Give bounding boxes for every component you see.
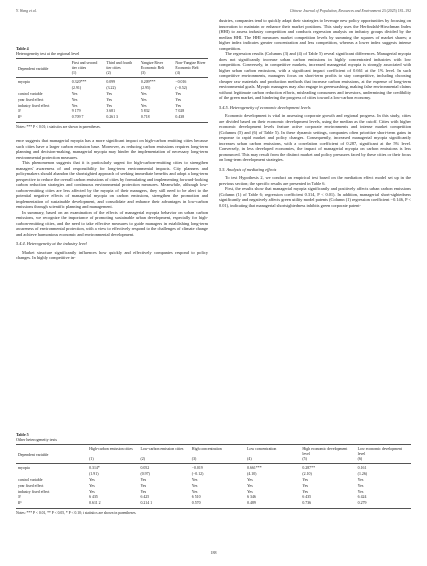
table-4-title: Heterogeneity test at the regional level bbox=[16, 51, 80, 56]
table-cell: Yes bbox=[71, 103, 78, 108]
table-cell: Yes bbox=[247, 478, 253, 483]
table-5-header-col: High concentration bbox=[190, 445, 245, 457]
row-label: R² bbox=[16, 115, 70, 123]
table-cell: Yes bbox=[191, 483, 198, 488]
table-4-col-number: (4) bbox=[173, 71, 208, 78]
table-cell: Yes bbox=[106, 92, 112, 97]
table-cell: 0.279 bbox=[356, 501, 411, 509]
body-paragraph: Economic development is vital in assessing corporate growth and regional progress. In this study, cities are divided based on their economic development levels, using the median as the cutoff. Cities with higher economic development levels feature active corporate environments and intense market competition (Columns (5) and (6) of Table 5). In these dynamic settings, companies often prioritize short-term gains in response to rapid market and policy changes. Consequently, increased managerial myopia significantly increases urban carbon emissions, with a correlation coefficient of 0.287, significant at the 5% level. Conversely, in less developed economies, the impact of managerial myopia on carbon emissions is less pronounced. This may result from the distinct market and policy pressures faced by these cities or their focus on long-term development strategies. bbox=[219, 113, 411, 162]
table-cell: Yes bbox=[140, 97, 147, 102]
table-4-header-dependent: Dependent variable bbox=[16, 59, 70, 78]
table-5-col-number: (4) bbox=[245, 457, 300, 464]
row-label: year fixed effect bbox=[18, 483, 44, 488]
table-cell: Yes bbox=[140, 92, 147, 97]
table-cell: (−0.52) bbox=[175, 86, 188, 91]
table-5-col-number: (1) bbox=[87, 457, 138, 464]
table-cell: 0.736 bbox=[300, 501, 355, 509]
table-5-header-col: Low economic development level bbox=[356, 445, 411, 457]
table-cell: 7 028 bbox=[175, 109, 185, 114]
table-row bbox=[16, 115, 208, 123]
table-cell: Yes bbox=[175, 97, 182, 102]
table-cell: (−0.12) bbox=[191, 472, 204, 477]
table-4-header-col: Non-Yangtze River Economic Belt bbox=[173, 59, 208, 71]
table-cell: Yes bbox=[247, 483, 253, 488]
table-cell: Yes bbox=[175, 92, 182, 97]
table-cell: 0.489 bbox=[245, 501, 300, 509]
body-paragraph: First, the results show that managerial myopia significantly and positively affects urban carbon emissions (Column (1) of Table 6; regression coefficient 0.314, P < 0.01). In addition, managerial short-sightedness significantly and negatively affects green utility model patents (Column (1) regression coefficient −0.146, P < 0.01), indicating that managerial shortsightedness inhibits green corporate patent- bbox=[219, 186, 411, 208]
journal-name: Chinese Journal of Population, Resources and Environment bbox=[289, 9, 381, 13]
table-cell: (4.10) bbox=[247, 472, 257, 477]
body-paragraph: The regression results (Columns (3) and (4) of Table 5) reveal significant differences. Managerial myopia does not significantly increase urban carbon emissions in highly concentrated industries with low competition. Conversely, in competitive markets, increased managerial myopia is strongly associated with higher urban carbon emissions, with a significant impact coefficient of 0.661 at the 1% level. In such competitive environments, managers focus on short-term profits to stay competitive, including choosing cheaper raw materials and production methods that increase carbon emissions, at the expense of long-term environmental goals. Myopic managers may also engage in greenwashing, making false environmental claims without legitimate carbon reduction efforts, misleading consumers and investors, undermining the credibility of the green market, and hindering the progress of cities toward a low-carbon economy. bbox=[219, 51, 411, 100]
table-cell: 9 179 bbox=[71, 109, 81, 114]
table-cell: Yes bbox=[302, 478, 309, 483]
body-paragraph: dustries, companies tend to quickly adapt their strategies to leverage new policy opportunities by focusing on innovation to maintain or enhance their market positions. This study uses the Herfindahl-Hirschman Index (HHI) to assess industry competition and conducts regression analysis on industry groups divided by the median HHI. The HHI measures market competition levels by summing the squares of market shares; a higher index indicates greater concentration and less competition, whereas a lower index suggests intense competition. bbox=[219, 18, 411, 51]
table-cell: Yes bbox=[89, 489, 95, 494]
table-cell: Yes bbox=[357, 483, 364, 488]
table-5 bbox=[16, 432, 411, 515]
table-cell: 6 346 bbox=[247, 495, 256, 500]
body-paragraph: To test Hypothesis 2, we conduct an empirical test based on the mediation effect model set up in the previous section; the specific results are presented in Table 6. bbox=[219, 175, 411, 186]
table-cell: 0.661*** bbox=[247, 466, 262, 471]
table-cell: 6 510 bbox=[191, 495, 201, 500]
table-5-header-dependent: Dependent variable bbox=[16, 445, 87, 464]
table-5-grid bbox=[16, 444, 411, 509]
table-cell: Yes bbox=[357, 489, 364, 494]
table-4-note: Notes: *** P < 0.01; t statistics are shown in parentheses. bbox=[16, 124, 101, 129]
table-cell: Yes bbox=[140, 478, 147, 483]
table-row bbox=[16, 78, 208, 86]
table-cell: Yes bbox=[140, 103, 147, 108]
row-label: industry fixed effect bbox=[18, 489, 50, 494]
table-cell: 0.052 bbox=[140, 466, 150, 471]
table-cell: Yes bbox=[71, 97, 78, 102]
table-cell: 0.320*** bbox=[71, 80, 87, 85]
table-cell: 6 435 bbox=[89, 495, 98, 500]
table-cell: Yes bbox=[106, 97, 112, 102]
body-paragraph: This phenomenon suggests that it is particularly urgent for high-carbon-emitting cities to strengthen managers' awareness of and responsibility for long-term environmental impacts. City planners and policymakers should abandon the shortsighted approach of seeking immediate benefits and adopt a long-term perspective to reduce the overall carbon emissions of cities by formulating and implementing forward-looking carbon reduction strategies and continuous environmental protection measures. Meanwhile, although low-carbon-emitting cities are less affected by the myopia of their managers, they still need to be alert to the potential negative effects of managerial myopia on carbon emissions, strengthen the promotion and implementation of sustainable development, and consolidate and enhance their advantages in low-carbon emissions through scientific planning and management. bbox=[16, 160, 208, 209]
table-4-col-number: (2) bbox=[104, 71, 139, 78]
table-cell: 6 435 bbox=[302, 495, 312, 500]
table-5-header-col: Low-carbon emission cities bbox=[138, 445, 189, 457]
row-label: control variable bbox=[18, 92, 43, 97]
table-cell: (2.10) bbox=[302, 472, 312, 477]
row-label: control variable bbox=[18, 478, 43, 483]
table-cell: Yes bbox=[89, 483, 95, 488]
table-4-header-col: Third and fourth tier cities bbox=[104, 59, 139, 71]
table-cell: Yes bbox=[191, 489, 198, 494]
table-5-header-col: High-carbon emission cities bbox=[87, 445, 138, 457]
row-label: myopia bbox=[18, 80, 30, 85]
table-cell: 0.570 bbox=[190, 501, 245, 509]
table-cell: Yes bbox=[357, 478, 364, 483]
table-cell: 0.214 1 bbox=[138, 501, 189, 509]
section-heading: 5.4.4. Heterogeneity at the industry level bbox=[16, 241, 87, 246]
body-paragraph: Market structure significantly influences how quickly and effectively companies respond to policy changes. In highly competitive in- bbox=[16, 249, 208, 260]
table-cell: 6 425 bbox=[140, 495, 150, 500]
table-cell: 0.161 bbox=[357, 466, 367, 471]
table-cell: 6 424 bbox=[357, 495, 367, 500]
table-cell: Yes bbox=[140, 489, 147, 494]
table-cell: 0.611 2 bbox=[87, 501, 138, 509]
table-cell: 0.314* bbox=[89, 466, 100, 471]
row-label: N bbox=[18, 495, 21, 500]
table-cell: Yes bbox=[106, 103, 112, 108]
journal-issue: 23 (2025) 181–192 bbox=[380, 9, 411, 13]
row-label: myopia bbox=[18, 466, 30, 471]
table-cell: 0.261 3 bbox=[104, 115, 139, 123]
table-5-header-col: Low concentration bbox=[245, 445, 300, 457]
table-cell: Yes bbox=[71, 92, 78, 97]
table-cell: (2.95) bbox=[140, 86, 151, 91]
row-label: N bbox=[18, 109, 21, 114]
table-4-header-col: Yangtze River Economic Belt bbox=[139, 59, 174, 71]
table-cell: Yes bbox=[302, 483, 309, 488]
row-label: industry fixed effect bbox=[18, 103, 50, 108]
left-column-text bbox=[16, 138, 208, 261]
table-4 bbox=[16, 46, 208, 129]
table-cell: Yes bbox=[302, 489, 309, 494]
table-cell: (0.97) bbox=[140, 472, 150, 477]
table-5-col-number: (2) bbox=[138, 457, 189, 464]
section-heading: 5.4.5. Heterogeneity of economic development levels bbox=[219, 104, 311, 110]
table-cell: −0.016 bbox=[175, 80, 187, 85]
table-cell: Yes bbox=[191, 478, 198, 483]
table-5-note: Notes: *** P < 0.01, ** P < 0.05, * P < 0.10; t statistics are shown in parentheses. bbox=[16, 510, 137, 515]
table-4-grid bbox=[16, 58, 208, 123]
table-cell: (1.26) bbox=[357, 472, 368, 477]
table-cell: (1.91) bbox=[89, 472, 99, 477]
section-heading: 5.5. Analysis of mediating effects bbox=[219, 166, 277, 172]
table-cell: 0.287** bbox=[302, 466, 316, 471]
table-5-caption: Table 5 bbox=[16, 432, 29, 437]
table-cell: 0.709 7 bbox=[70, 115, 105, 123]
table-5-col-number: (3) bbox=[190, 457, 245, 464]
table-cell: 0.099 bbox=[106, 80, 116, 85]
table-cell: (3.22) bbox=[106, 86, 116, 91]
running-header-journal bbox=[290, 9, 411, 13]
table-row bbox=[16, 464, 411, 472]
table-cell: 0.438 bbox=[173, 115, 208, 123]
table-cell: Yes bbox=[89, 478, 95, 483]
table-cell: Yes bbox=[140, 483, 147, 488]
table-4-caption: Table 4 bbox=[16, 46, 29, 51]
body-paragraph: ence suggests that managerial myopia has a more significant impact on high-carbon emitting cities because such cities have a larger carbon emission base. Moreover, as reducing carbon emissions requires long-term planning and decision-making, managerial myopia may hinder the implementation of necessary long-term environmental protection measures. bbox=[16, 138, 208, 160]
table-cell: (2.91) bbox=[71, 86, 82, 91]
row-label: year fixed effect bbox=[18, 97, 44, 102]
row-label: R² bbox=[16, 501, 87, 509]
table-4-col-number: (3) bbox=[139, 71, 174, 78]
table-cell: −0.019 bbox=[191, 466, 203, 471]
table-cell: 0.209*** bbox=[140, 80, 156, 85]
table-5-header-col: High economic development level bbox=[300, 445, 355, 457]
body-paragraph: In summary, based on an examination of the effects of managerial myopia behavior on urban carbon emissions, we recognize the importance of promoting sustainable urban development, especially for high-carbon-emitting cities, and the need to take effective measures to guide managers in establishing long-term awareness of environmental protection, with a view to effectively respond to the challenges of climate change and achieve harmonious economic and environmental development. bbox=[16, 209, 208, 237]
table-cell: Yes bbox=[247, 489, 253, 494]
table-5-col-number: (6) bbox=[356, 457, 411, 464]
table-cell: Yes bbox=[175, 103, 182, 108]
table-cell: 5 832 bbox=[140, 109, 150, 114]
table-4-header-col: First and second tier cities bbox=[70, 59, 105, 71]
table-5-col-number: (5) bbox=[300, 457, 355, 464]
table-5-title: Other heterogeneity tests bbox=[16, 437, 57, 442]
table-cell: 3 681 bbox=[106, 109, 116, 114]
table-row bbox=[16, 501, 411, 509]
page-number: 188 bbox=[210, 550, 217, 555]
table-cell: 0.718 bbox=[139, 115, 174, 123]
right-column-text bbox=[219, 18, 411, 208]
running-header-authors: Y. Wang et al. bbox=[16, 9, 37, 13]
table-4-col-number: (1) bbox=[70, 71, 105, 78]
